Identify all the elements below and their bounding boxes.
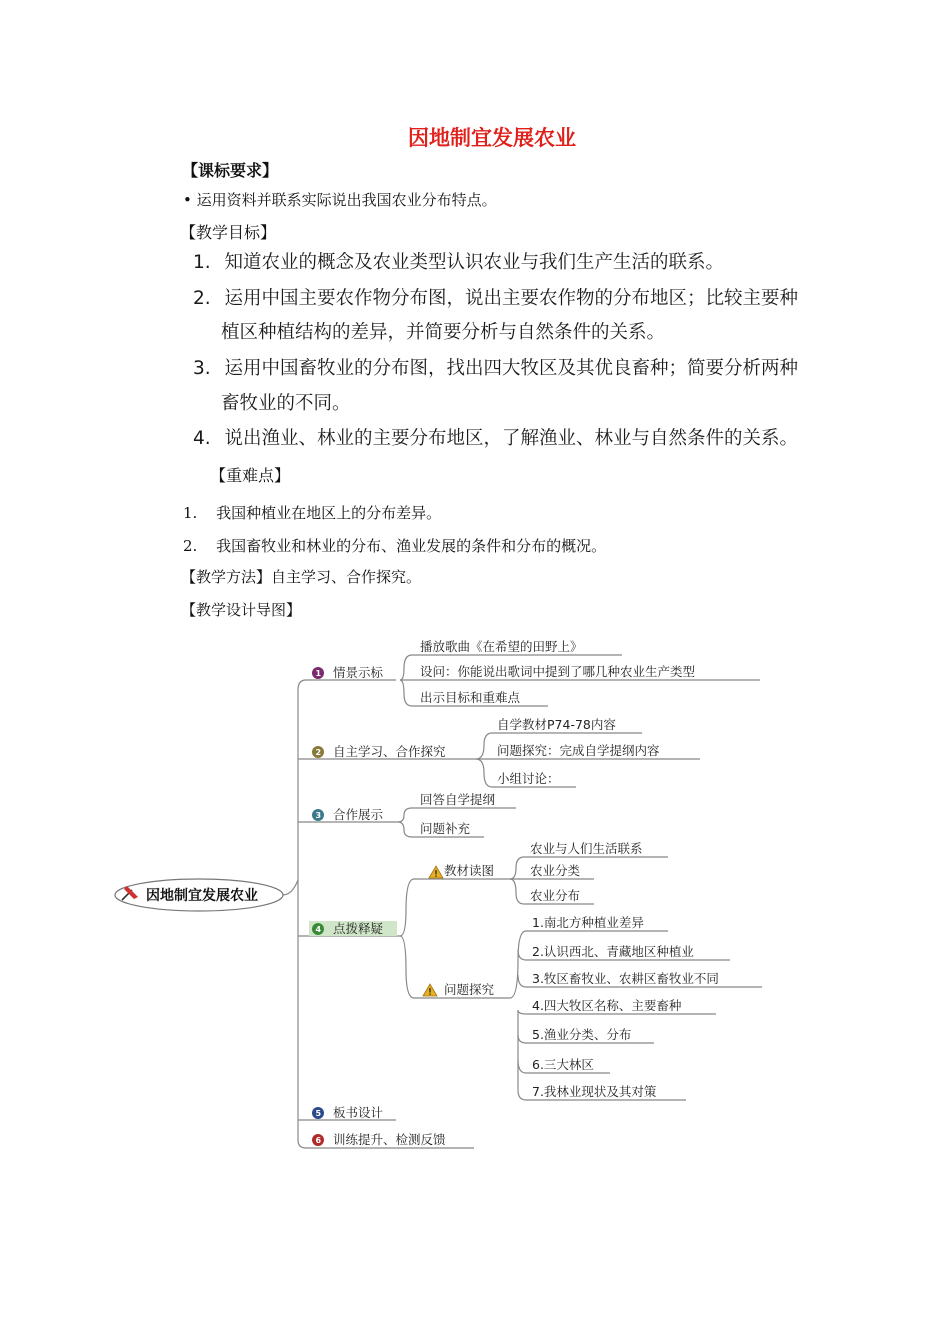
warning-icon: [423, 984, 437, 996]
design-map-heading: 【教学设计导图】: [181, 601, 302, 619]
branch-5-label: 板书设计: [333, 1105, 384, 1120]
key-point-text: 我国畜牧业和林业的分布、渔业发展的条件和分布的概况。: [216, 537, 607, 555]
subbranch-child: 2.认识西北、青藏地区种植业: [532, 944, 694, 959]
svg-text:6: 6: [315, 1136, 322, 1145]
objectives-heading: 【教学目标】: [180, 223, 277, 242]
svg-text:2: 2: [315, 748, 322, 757]
subbranch-label: 教材读图: [444, 863, 495, 878]
key-points-heading: 【重难点】: [210, 466, 291, 485]
curriculum-text: 运用资料并联系实际说出我国农业分布特点。: [196, 191, 497, 209]
branch-4-label: 点拨释疑: [333, 921, 384, 936]
page-title: 因地制宜发展农业: [408, 125, 576, 150]
subbranch-child: 1.南北方种植业差异: [532, 915, 644, 930]
subbranch-child: 5.渔业分类、分布: [532, 1027, 632, 1042]
objective-number: 2.: [193, 288, 211, 309]
svg-text:3: 3: [315, 811, 322, 820]
key-point-number: 1.: [183, 504, 198, 522]
branch-1-child: 播放歌曲《在希望的田野上》: [420, 639, 583, 654]
branch-3-child: 问题补充: [420, 821, 471, 836]
branch-2-child: 问题探究：完成自学提纲内容: [497, 743, 660, 758]
svg-text:4: 4: [315, 925, 322, 934]
subbranch-child: 农业分类: [530, 863, 581, 878]
svg-text:5: 5: [315, 1109, 322, 1118]
key-point-number: 2.: [183, 537, 198, 555]
subbranch-child: 6.三大林区: [532, 1057, 594, 1072]
objective-text: 运用中国主要农作物分布图，说出主要农作物的分布地区；比较主要种: [224, 288, 799, 309]
branch-2-label: 自主学习、合作探究: [333, 744, 446, 759]
branch-6-label: 训练提升、检测反馈: [333, 1132, 446, 1147]
branch-1-label: 情景示标: [333, 665, 384, 680]
objective-text: 说出渔业、林业的主要分布地区，了解渔业、林业与自然条件的关系。: [224, 428, 799, 449]
key-point-text: 我国种植业在地区上的分布差异。: [216, 504, 442, 522]
subbranch-label: 问题探究: [444, 982, 495, 997]
bullet-marker: •: [183, 191, 192, 209]
subbranch-child: 农业与人们生活联系: [530, 841, 643, 856]
branch-1-child: 设问：你能说出歌词中提到了哪几种农业生产类型: [420, 664, 696, 679]
branch-3-child: 回答自学提纲: [420, 792, 496, 807]
svg-text:1: 1: [315, 669, 322, 678]
curriculum-heading: 【课标要求】: [182, 161, 279, 180]
branch-2-child: 自学教材P74-78内容: [497, 717, 616, 732]
branch-3-badge: [312, 809, 324, 821]
objective-3-cont: 畜牧业的不同。: [221, 393, 351, 414]
branch-6-badge: [312, 1134, 324, 1146]
branch-1-child: 出示目标和重难点: [420, 690, 521, 705]
branch-3-label: 合作展示: [333, 807, 384, 822]
subbranch-child: 3.牧区畜牧业、农耕区畜牧业不同: [532, 971, 719, 986]
objective-2-cont: 植区种植结构的差异，并简要分析与自然条件的关系。: [221, 322, 666, 343]
method-heading: 【教学方法】: [181, 568, 272, 586]
objective-number: 4.: [193, 428, 211, 449]
objective-text: 知道农业的概念及农业类型认识农业与我们生产生活的联系。: [224, 252, 725, 273]
method-text: 自主学习、合作探究。: [271, 568, 422, 586]
branch-2-child: 小组讨论：: [497, 771, 560, 786]
branch-2-badge: [312, 746, 324, 758]
root-label: 因地制宜发展农业: [146, 888, 258, 904]
subbranch-child: 7.我林业现状及其对策: [532, 1084, 657, 1099]
objective-number: 3.: [193, 358, 211, 379]
warning-icon: [429, 866, 443, 878]
objective-text: 运用中国畜牧业的分布图，找出四大牧区及其优良畜种；简要分析两种: [224, 358, 799, 379]
objective-number: 1.: [193, 252, 211, 273]
subbranch-child: 农业分布: [530, 888, 581, 903]
root-node: [115, 879, 283, 911]
subbranch-child: 4.四大牧区名称、主要畜种: [532, 998, 682, 1013]
branch-1-badge: [312, 667, 324, 679]
branch-5-badge: [312, 1107, 324, 1119]
